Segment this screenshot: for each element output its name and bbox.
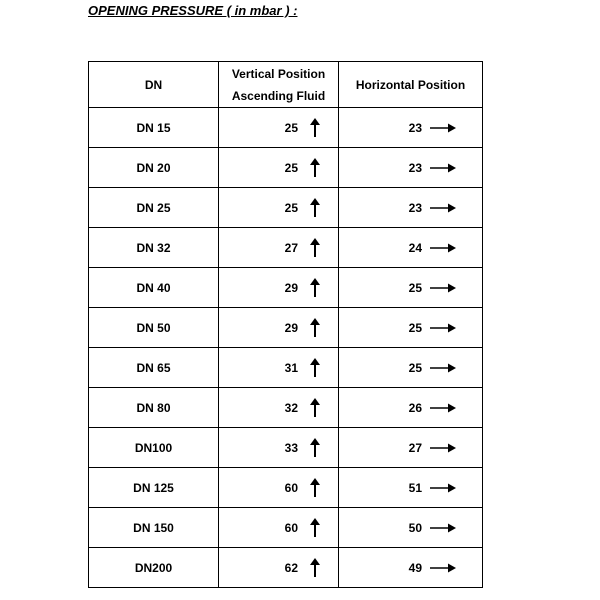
arrow-up-icon — [310, 278, 320, 298]
vertical-value: 27 — [284, 240, 298, 255]
horizontal-cell — [339, 428, 483, 468]
table-row — [89, 308, 483, 348]
horizontal-cell — [339, 548, 483, 588]
header-vertical-line2: Ascending Fluid — [231, 88, 326, 103]
table-row — [89, 388, 483, 428]
vertical-cell — [219, 388, 339, 428]
dn-label: DN 125 — [133, 480, 174, 495]
horizontal-value: 25 — [408, 280, 422, 295]
vertical-value: 32 — [284, 400, 298, 415]
dn-label: DN 25 — [136, 200, 171, 215]
horizontal-value: 23 — [408, 200, 422, 215]
page-heading: OPENING PRESSURE ( in mbar ) : — [88, 3, 298, 18]
vertical-value: 31 — [284, 360, 298, 375]
horizontal-cell — [339, 348, 483, 388]
header-dn: DN — [89, 62, 219, 108]
horizontal-cell — [339, 108, 483, 148]
dn-label: DN 80 — [136, 400, 171, 415]
dn-cell — [89, 428, 219, 468]
vertical-cell — [219, 428, 339, 468]
table-row — [89, 188, 483, 228]
arrow-right-icon — [430, 283, 456, 293]
vertical-cell — [219, 268, 339, 308]
vertical-value: 29 — [284, 320, 298, 335]
dn-label: DN100 — [134, 440, 173, 455]
vertical-cell — [219, 188, 339, 228]
table-row — [89, 468, 483, 508]
horizontal-value: 25 — [408, 320, 422, 335]
horizontal-value: 23 — [408, 160, 422, 175]
arrow-right-icon — [430, 243, 456, 253]
arrow-up-icon — [310, 118, 320, 138]
horizontal-value: 23 — [408, 120, 422, 135]
header-horizontal-position: Horizontal Position — [339, 62, 483, 108]
vertical-value: 60 — [284, 480, 298, 495]
arrow-right-icon — [430, 323, 456, 333]
horizontal-cell — [339, 268, 483, 308]
arrow-up-icon — [310, 558, 320, 578]
header-vertical-line1: Vertical Position — [231, 66, 326, 81]
horizontal-value: 24 — [408, 240, 422, 255]
dn-cell — [89, 468, 219, 508]
arrow-up-icon — [310, 158, 320, 178]
horizontal-cell — [339, 228, 483, 268]
dn-cell — [89, 268, 219, 308]
opening-pressure-table — [88, 61, 483, 588]
dn-label: DN 50 — [136, 320, 171, 335]
vertical-cell — [219, 148, 339, 188]
vertical-value: 33 — [284, 440, 298, 455]
vertical-value: 25 — [284, 200, 298, 215]
header-vertical-position — [219, 62, 339, 108]
vertical-value: 62 — [284, 560, 298, 575]
dn-label: DN 150 — [133, 520, 174, 535]
dn-label: DN200 — [134, 560, 173, 575]
vertical-value: 29 — [284, 280, 298, 295]
vertical-cell — [219, 348, 339, 388]
horizontal-cell — [339, 148, 483, 188]
dn-cell — [89, 508, 219, 548]
horizontal-cell — [339, 508, 483, 548]
table-row — [89, 548, 483, 588]
dn-label: DN 40 — [136, 280, 171, 295]
horizontal-value: 25 — [408, 360, 422, 375]
dn-cell — [89, 388, 219, 428]
horizontal-cell — [339, 308, 483, 348]
dn-cell — [89, 308, 219, 348]
horizontal-cell — [339, 468, 483, 508]
vertical-cell — [219, 508, 339, 548]
horizontal-value: 49 — [408, 560, 422, 575]
arrow-right-icon — [430, 403, 456, 413]
arrow-right-icon — [430, 523, 456, 533]
horizontal-cell — [339, 388, 483, 428]
dn-cell — [89, 348, 219, 388]
arrow-right-icon — [430, 363, 456, 373]
table-row — [89, 108, 483, 148]
arrow-right-icon — [430, 443, 456, 453]
vertical-value: 60 — [284, 520, 298, 535]
vertical-cell — [219, 548, 339, 588]
table-row — [89, 428, 483, 468]
dn-cell — [89, 188, 219, 228]
dn-label: DN 32 — [136, 240, 171, 255]
arrow-right-icon — [430, 203, 456, 213]
horizontal-value: 27 — [408, 440, 422, 455]
horizontal-value: 51 — [408, 480, 422, 495]
arrow-up-icon — [310, 318, 320, 338]
table-row — [89, 148, 483, 188]
table-row — [89, 348, 483, 388]
arrow-up-icon — [310, 398, 320, 418]
arrow-right-icon — [430, 563, 456, 573]
table-row — [89, 508, 483, 548]
dn-label: DN 20 — [136, 160, 171, 175]
vertical-cell — [219, 228, 339, 268]
arrow-up-icon — [310, 478, 320, 498]
vertical-cell — [219, 468, 339, 508]
arrow-up-icon — [310, 518, 320, 538]
arrow-up-icon — [310, 358, 320, 378]
table-row — [89, 228, 483, 268]
horizontal-value: 50 — [408, 520, 422, 535]
arrow-right-icon — [430, 163, 456, 173]
vertical-value: 25 — [284, 120, 298, 135]
arrow-right-icon — [430, 123, 456, 133]
arrow-up-icon — [310, 238, 320, 258]
dn-cell — [89, 548, 219, 588]
arrow-right-icon — [430, 483, 456, 493]
horizontal-cell — [339, 188, 483, 228]
table-row — [89, 268, 483, 308]
vertical-cell — [219, 308, 339, 348]
dn-label: DN 65 — [136, 360, 171, 375]
horizontal-value: 26 — [408, 400, 422, 415]
vertical-cell — [219, 108, 339, 148]
dn-cell — [89, 108, 219, 148]
vertical-value: 25 — [284, 160, 298, 175]
table-header-row — [89, 62, 483, 108]
dn-cell — [89, 148, 219, 188]
arrow-up-icon — [310, 198, 320, 218]
dn-cell — [89, 228, 219, 268]
dn-label: DN 15 — [136, 120, 171, 135]
arrow-up-icon — [310, 438, 320, 458]
